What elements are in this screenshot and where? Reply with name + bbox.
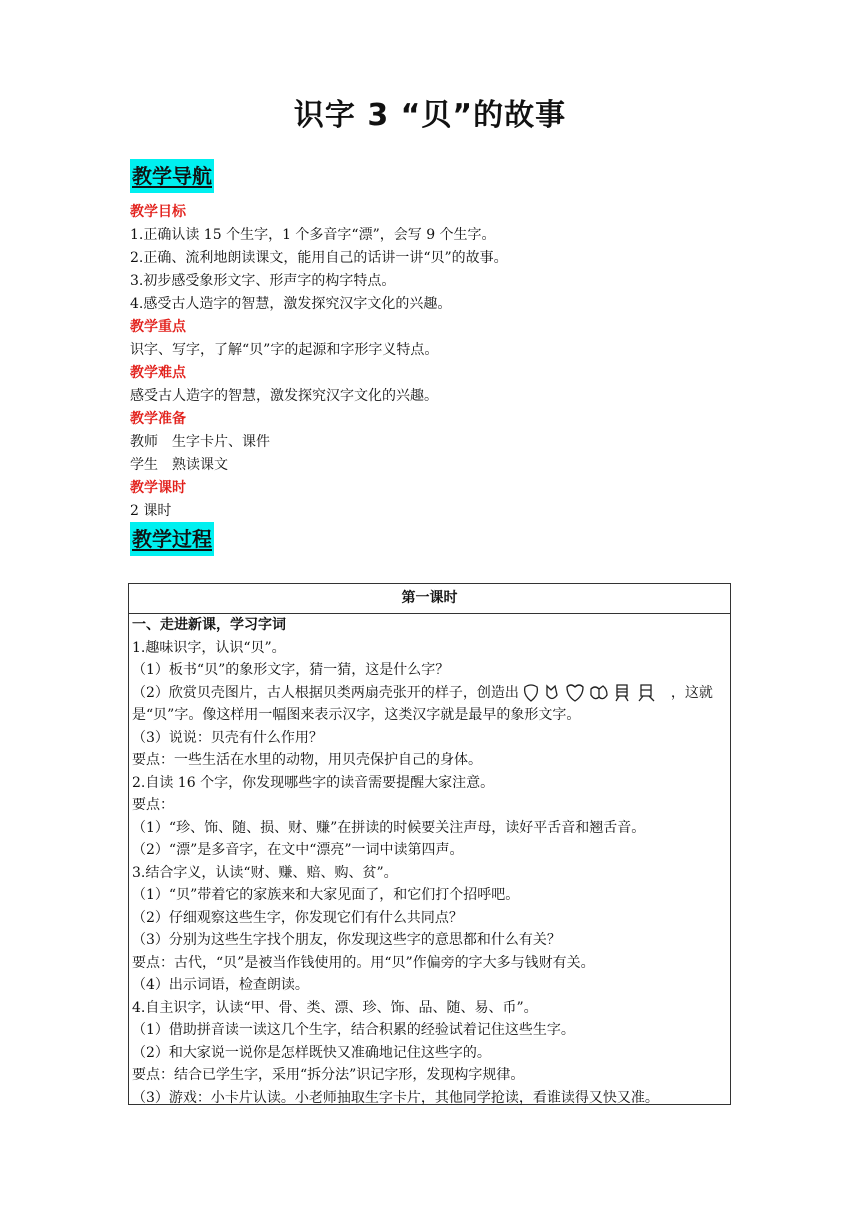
shell-glyph-4-icon: [591, 686, 607, 699]
key-points-text: 识字、写字，了解“贝”字的起源和字形字义特点。: [130, 342, 439, 358]
table-row: 要点：一些生活在水里的动物，用贝壳保护自己的身体。: [132, 752, 482, 768]
table-row: （3）说说：贝壳有什么作用？: [132, 729, 323, 746]
hours-text: 2 课时: [130, 503, 172, 519]
lesson-table-header: 第一课时: [129, 584, 730, 614]
table-row: 2.自读 16 个字，你发现哪些字的读音需要提醒大家注意。: [132, 774, 495, 791]
table-row: 要点：古代，“贝”是被当作钱使用的。用“贝”作偏旁的字大多与钱财有关。: [132, 954, 595, 971]
teaching-process-heading: 教学过程: [130, 522, 214, 556]
difficulties-text: 感受古人造字的智慧，激发探究汉字文化的兴趣。: [130, 388, 438, 404]
table-row: （1）“珍、饰、随、损、财、赚”在拼读的时候要关注声母，读好平舌音和翘舌音。: [132, 819, 646, 836]
hours-label: 教学课时: [130, 480, 186, 496]
table-row: （3）分别为这些生字找个朋友，你发现这些字的意思都和什么有关？: [132, 932, 561, 948]
teaching-navigation-section: [130, 201, 750, 523]
key-points-label: 教学重点: [130, 319, 186, 335]
table-row: 要点：: [132, 797, 174, 813]
shell-glyph-5-icon: [616, 685, 628, 701]
goal-item: 3.初步感受象形文字、形声字的构字特点。: [130, 273, 396, 289]
difficulties-label: 教学难点: [130, 365, 186, 381]
table-row: （3）游戏：小卡片认读。小老师抽取生字卡片，其他同学抢读，看谁读得又快又准。: [132, 1089, 659, 1106]
shell-glyph-sequence: [521, 683, 669, 703]
goals-label: 教学目标: [130, 204, 186, 220]
goal-item: 4.感受古人造字的智慧，激发探究汉字文化的兴趣。: [130, 296, 452, 312]
section-heading: 一、走进新课，学习字词: [132, 617, 286, 633]
table-row: （1）板书“贝”的象形文字，猜一猜，这是什么字？: [132, 662, 450, 678]
preparation-student: 学生 熟读课文: [130, 457, 228, 473]
table-row: （1）借助拼音读一读这几个生字，结合积累的经验试着记住这些生字。: [132, 1022, 575, 1038]
shell-glyph-1-icon: [525, 685, 538, 701]
lesson-table: [128, 583, 731, 1105]
table-row: （2）“漂”是多音字，在文中“漂亮”一词中读第四声。: [132, 842, 464, 858]
shell-glyph-2-icon: [547, 686, 557, 699]
teaching-navigation-heading: 教学导航: [130, 159, 214, 193]
table-row-with-glyphs: [132, 682, 727, 705]
document-title: 识字 3 “贝”的故事: [293, 98, 567, 133]
table-row: 3.结合字义，认读“财、赚、赔、购、贫”。: [132, 864, 398, 881]
table-row: （1）“贝”带着它的家族来和大家见面了，和它们打个招呼吧。: [132, 887, 520, 903]
table-row: 4.自主识字，认读“甲、骨、类、漂、珍、饰、品、随、易、币”。: [132, 999, 538, 1016]
goal-item: 2.正确、流利地朗读课文，能用自己的话讲一讲“贝”的故事。: [130, 250, 508, 266]
shell-glyph-6-icon: [639, 685, 654, 701]
row-text-after-glyphs: ，这就: [670, 684, 713, 701]
table-row: 1.趣味识字，认识“贝”。: [132, 639, 286, 656]
goal-item: 1.正确认读 15 个生字，1 个多音字“漂”，会写 9 个生字。: [130, 227, 496, 243]
preparation-label: 教学准备: [130, 411, 186, 427]
lesson-table-body: [129, 614, 730, 1109]
table-row: （2）仔细观察这些生字，你发现它们有什么共同点？: [132, 909, 463, 926]
preparation-teacher: 教师 生字卡片、课件: [130, 434, 270, 450]
table-row: 要点：结合已学生字，采用“拆分法”识记字形，发现构字规律。: [132, 1067, 525, 1083]
table-row: 是“贝”字。像这样用一幅图来表示汉字，这类汉字就是最早的象形文字。: [132, 707, 581, 723]
table-row: （2）和大家说一说你是怎样既快又准确地记住这些字的。: [132, 1044, 491, 1061]
row-text-before-glyphs: （2）欣赏贝壳图片，古人根据贝类两扇壳张开的样子，创造出: [132, 684, 519, 701]
shell-glyph-3-icon: [567, 685, 583, 701]
table-row: （4）出示词语，检查朗读。: [132, 977, 309, 993]
